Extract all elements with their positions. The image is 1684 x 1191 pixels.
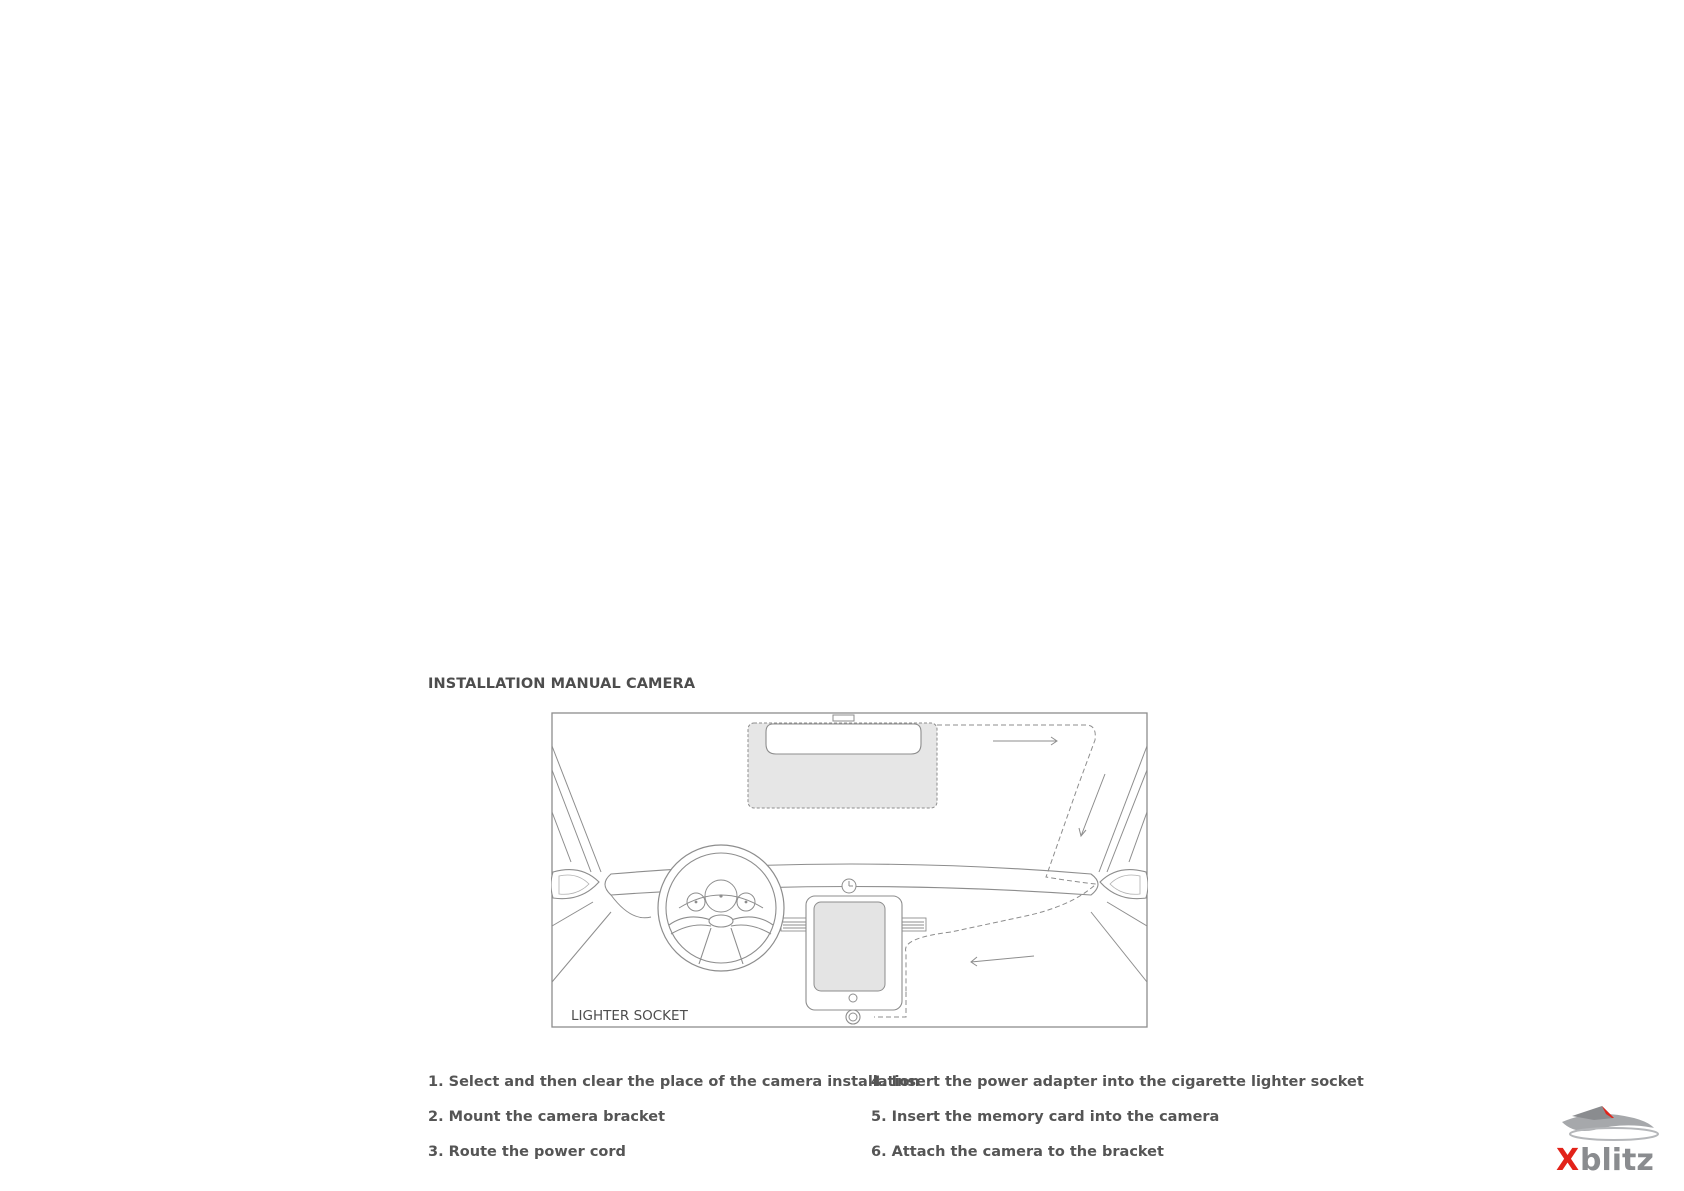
car-interior-drawing [551, 712, 1148, 1028]
step-3: 3. Route the power cord [428, 1144, 626, 1160]
lighter-socket [846, 1010, 860, 1024]
rearview-mirror-mount [833, 715, 854, 721]
page-title: INSTALLATION MANUAL CAMERA [428, 676, 696, 692]
car-installation-diagram [551, 712, 1148, 1028]
xblitz-logo-icon [1554, 1104, 1668, 1176]
rearview-mirror [766, 724, 921, 754]
center-screen [814, 902, 885, 991]
svg-text:blitz: blitz [1580, 1143, 1654, 1176]
step-5: 5. Insert the memory card into the camera [871, 1109, 1220, 1125]
step-2: 2. Mount the camera bracket [428, 1109, 666, 1125]
steering-wheel [658, 845, 784, 971]
svg-text:X: X [1556, 1143, 1580, 1176]
step-4: 4. Insert the power adapter into the cigarette lighter socket [871, 1074, 1364, 1090]
brand-logo [1554, 1104, 1668, 1176]
step-1: 1. Select and then clear the place of the camera installation [428, 1074, 920, 1090]
step-6: 6. Attach the camera to the bracket [871, 1144, 1164, 1160]
console-button [849, 994, 857, 1002]
lighter-socket-label: LIGHTER SOCKET [571, 1008, 688, 1024]
